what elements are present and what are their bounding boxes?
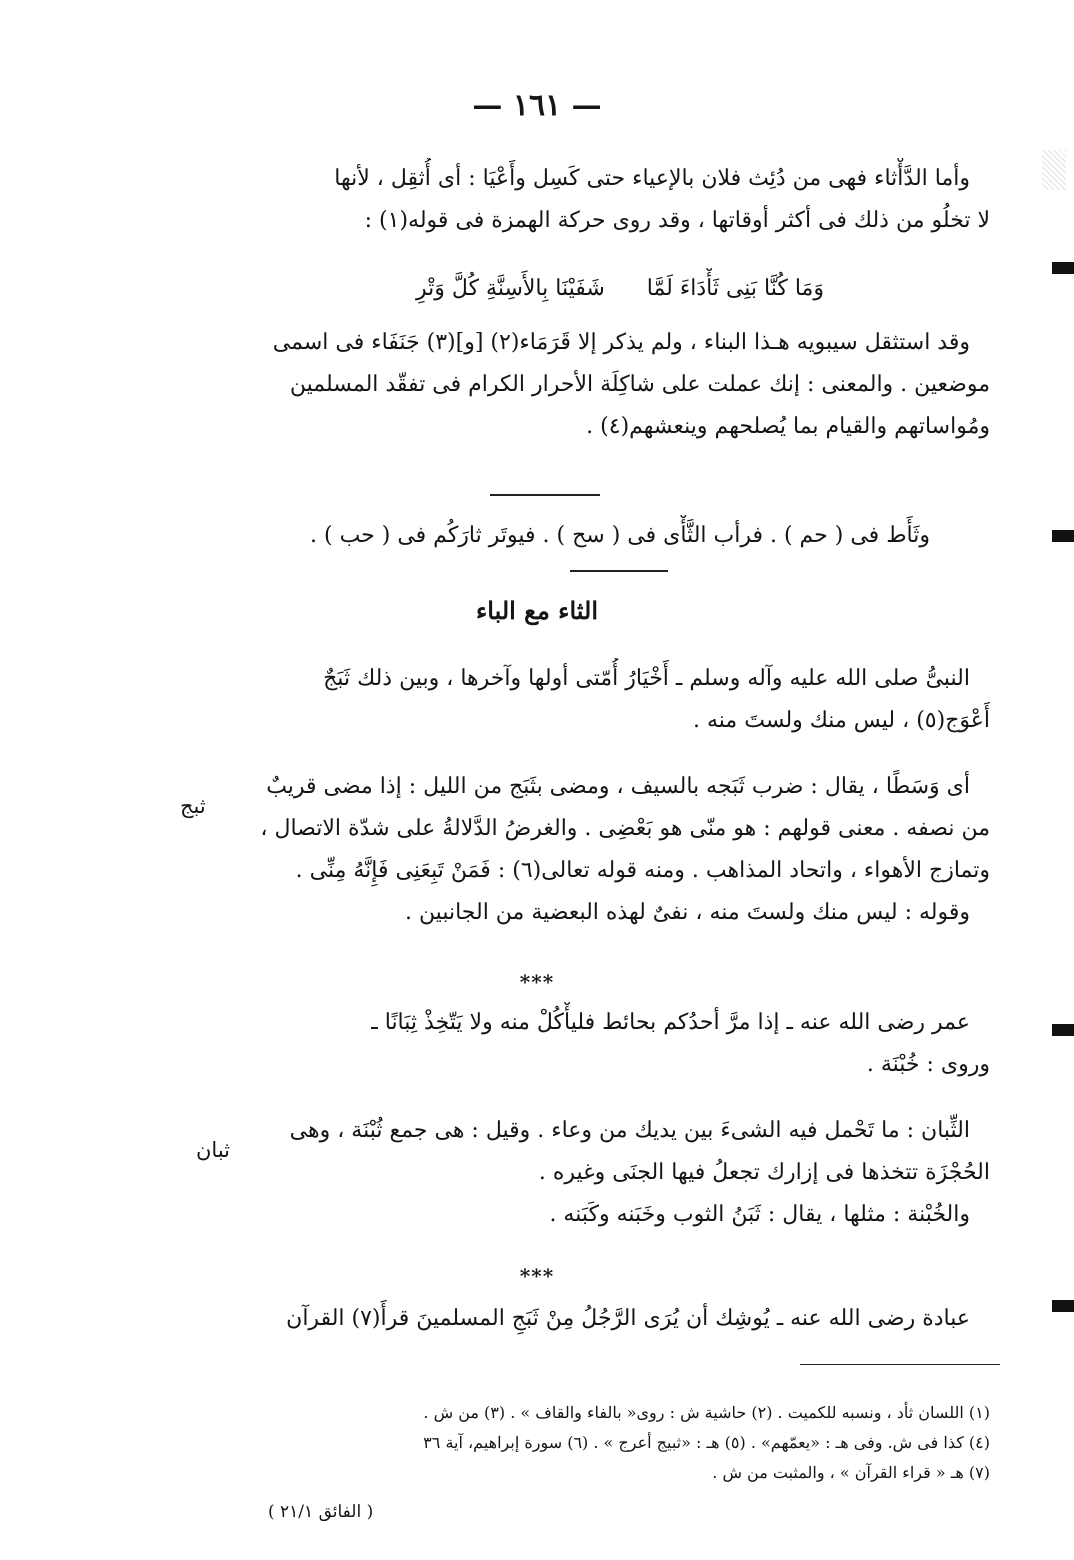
edge-mark (1052, 530, 1074, 542)
edge-mark (1052, 1300, 1074, 1312)
explanation-paragraph (250, 1110, 990, 1236)
text-line: ومُواساتهم والقيام بما يُصلحهم وينعشهم(٤) . (586, 414, 990, 439)
scan-speckle (1042, 150, 1066, 190)
text-line: وتمازج الأهواء ، واتحاد المذاهب . ومنه قوله تعالى(٦) : فَمَنْ تَبِعَنِى فَإِنَّهُ مِنِّى . (295, 858, 990, 883)
text-line: لا تخلُو من ذلك فى أكثر أوقاتها ، وقد روى حركة الهمزة فى قوله(١) : (364, 208, 990, 233)
hadith-entry (250, 1002, 990, 1086)
text-line: الحُجْزَة تتخذها فى إزارك تجعلُ فيها الجنَى وغيره . (538, 1160, 990, 1185)
paragraph-sibawayh (250, 322, 990, 448)
footnote-line: (٤) كذا فى ش. وفى هـ : «يعمّهم» . (٥) هـ : «ثبيج أعرج » . (٦) سورة إبراهيم، آية ٣٦ (423, 1433, 990, 1452)
verse (250, 268, 990, 310)
cross-reference (250, 515, 990, 557)
page-number: — ١٦١ — (472, 88, 602, 123)
hadith-entry (250, 658, 990, 742)
margin-keyword: ثبان (196, 1138, 231, 1162)
section-stars: *** (519, 1264, 555, 1288)
text-line: من نصفه . معنى قولهم : هو منّى هو بَعْضِى . والغرضُ الدَّلالةُ على شدّة الاتصال ، (260, 816, 990, 841)
section-heading: الثاء مع الباء (476, 596, 598, 625)
edge-mark (1052, 1024, 1074, 1036)
footnote-line: (١) اللسان ثأد ، ونسبه للكميت . (٢) حاشية ش : روى« بالفاء والقاف » . (٣) من ش . (423, 1403, 990, 1422)
cross-reference-line: وثَأَط فى ( حم ) . فرأب الثَّأْى فى ( سح ) . فيوتَر ثارَكُم فى ( حب ) . (310, 523, 930, 548)
signature-mark: ( الفائق ٢١/١ ) (268, 1502, 374, 1522)
text-line: أَعْوَج(٥) ، ليس منك ولستَ منه . (693, 708, 990, 733)
footnote-line: (٧) هـ « قراء القرآن » ، والمثبت من ش . (712, 1463, 990, 1482)
verse-line: وَمَا كُنَّا بَنِى ثَأْدَاءَ لَمَّا شَفَيْنَا بِالأَسِنَّةِ كُلَّ وَتْرِ (416, 276, 824, 301)
text-line: عمر رضى الله عنه ـ إذا مرَّ أحدُكم بحائط فليأْكُلْ منه ولا يَتّخِذْ ثِبَانًا ـ (371, 1010, 970, 1035)
text-line: موضعين . والمعنى : إنك عملت على شاكِلَة الأحرار الكرام فى تفقّد المسلمين (289, 372, 990, 397)
explanation-paragraph (250, 766, 990, 934)
section-stars: *** (519, 970, 555, 994)
margin-keyword: ثبج (180, 794, 206, 818)
text-line: وقوله : ليس منك ولستَ منه ، نفىٌ لهذه البعضية من الجانبين . (404, 900, 970, 925)
text-line: وقد استثقل سيبويه هـذا البناء ، ولم يذكر إلا قَرَمَاء(٢) [و](٣) جَنَفَاء فى اسمى (272, 330, 970, 355)
text-line: الثِّبان : ما تَحْمل فيه الشىءَ بين يديك من وعاء . وقيل : هى جمع ثُبْنَة ، وهى (289, 1118, 970, 1143)
hadith-entry (250, 1298, 990, 1340)
footnotes (260, 1398, 990, 1488)
edge-mark (1052, 262, 1074, 274)
text-line: عبادة رضى الله عنه ـ يُوشِك أن يُرَى الرَّجُلُ مِنْ ثَبَجِ المسلمينَ قرأَ(٧) القرآن (286, 1306, 970, 1331)
text-line: النبىُّ صلى الله عليه وآله وسلم ـ أَخْيَارُ أُمّتى أولها وآخرها ، وبين ذلك ثَبَجٌ (323, 666, 970, 691)
text-line: وأما الدَّأْثاء فهى من دُئِث فلان بالإعياء حتى كَسِل وأَعْيَا : أى أُثقِل ، لأنها (334, 166, 970, 191)
paragraph-dathaa (250, 158, 990, 242)
text-line: أى وَسَطًا ، يقال : ضرب ثَبَجه بالسيف ، ومضى بثَبَج من الليل : إذا مضى قريبٌ (266, 774, 970, 799)
separator-rule (570, 570, 668, 572)
separator-rule (490, 494, 600, 496)
text-line: والخُبْنة : مثلها ، يقال : ثَبَنُ الثوب وخَبَنه وكَبَنه . (549, 1202, 970, 1227)
footnote-rule (800, 1364, 1000, 1365)
text-line: وروى : خُبْنَة . (866, 1052, 990, 1077)
